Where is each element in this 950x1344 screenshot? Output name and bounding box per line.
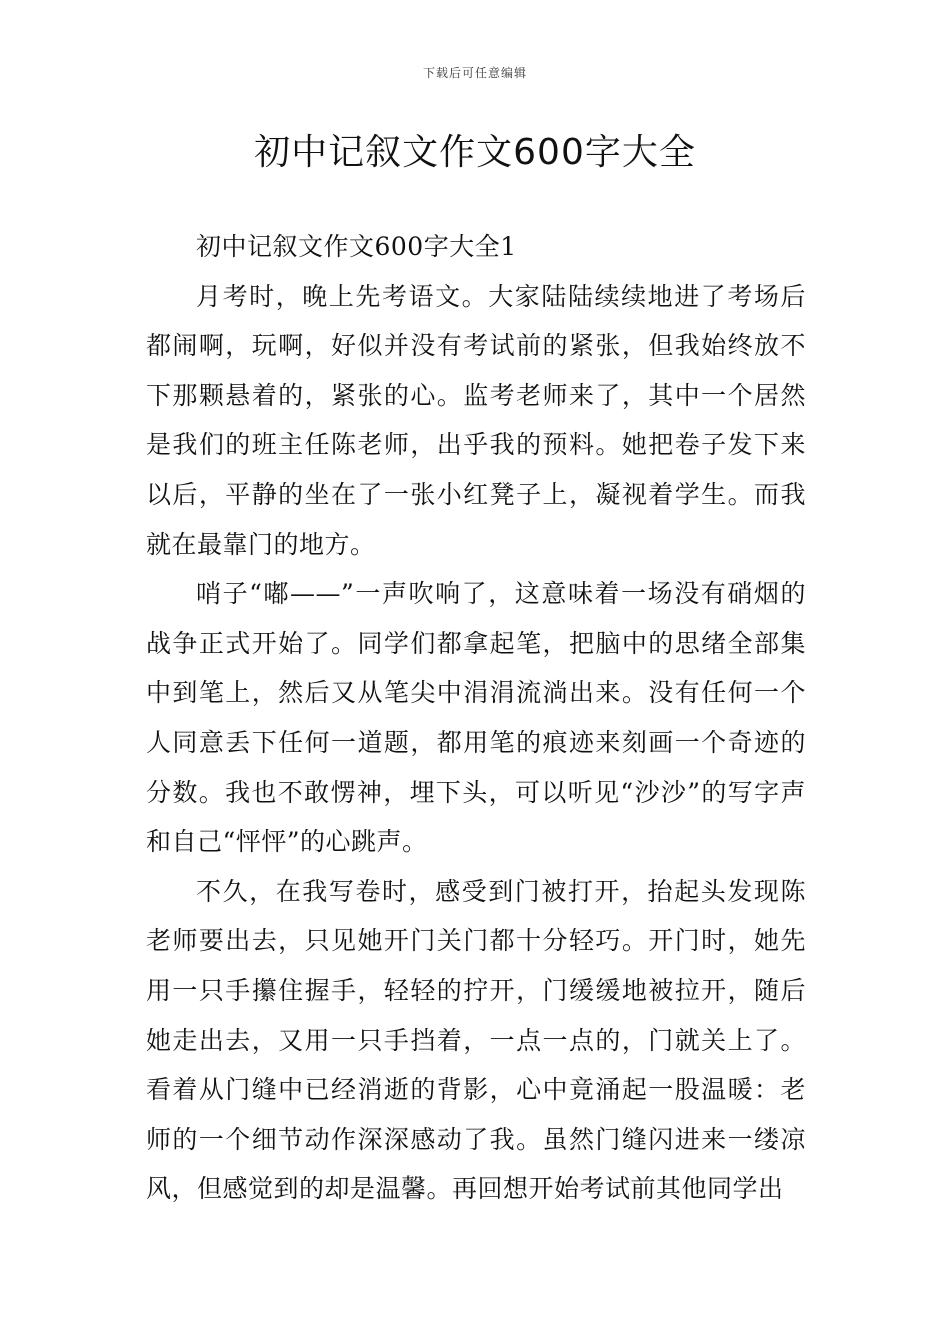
header-note: 下载后可任意编辑 xyxy=(422,66,527,80)
paragraph: 月考时，晚上先考语文。大家陆陆续续地进了考场后都闹啊，玩啊，好似并没有考试前的紧张，但我始终放不下那颗悬着的，紧张的心。监考老师来了，其中一个居然是我们的班主任陈老师，出乎我的预料。她把卷子发下来以后，平静的坐在了一张小红凳子上，凝视着学生。而我就在最靠门的地方。 xyxy=(146,281,806,559)
paragraph: 哨子“嘟——”一声吹响了，这意味着一场没有硝烟的战争正式开始了。同学们都拿起笔，把脑中的思绪全部集中到笔上，然后又从笔尖中涓涓流淌出来。没有任何一个人同意丢下任何一道题，都用笔的痕迹来刻画一个奇迹的分数。我也不敢愣神，埋下头，可以听见“沙沙”的写字声和自己“怦怦”的心跳声。 xyxy=(146,579,806,857)
document-title: 初中记叙文作文600字大全 xyxy=(254,132,696,173)
paragraph: 不久，在我写卷时，感受到门被打开，抬起头发现陈老师要出去，只见她开门关门都十分轻巧。开门时，她先用一只手攥住握手，轻轻的拧开，门缓缓地被拉开，随后她走出去，又用一只手挡着，一点一点的，门就关上了。看着从门缝中已经消逝的背影，心中竟涌起一股温暖：老师的一个细节动作深深感动了我。虽然门缝闪进来一缕凉风，但感觉到的却是温馨。再回想开始考试前其他同学出 xyxy=(146,876,806,1204)
section-heading: 初中记叙文作文600字大全1 xyxy=(196,232,517,261)
document-body xyxy=(146,222,806,1214)
